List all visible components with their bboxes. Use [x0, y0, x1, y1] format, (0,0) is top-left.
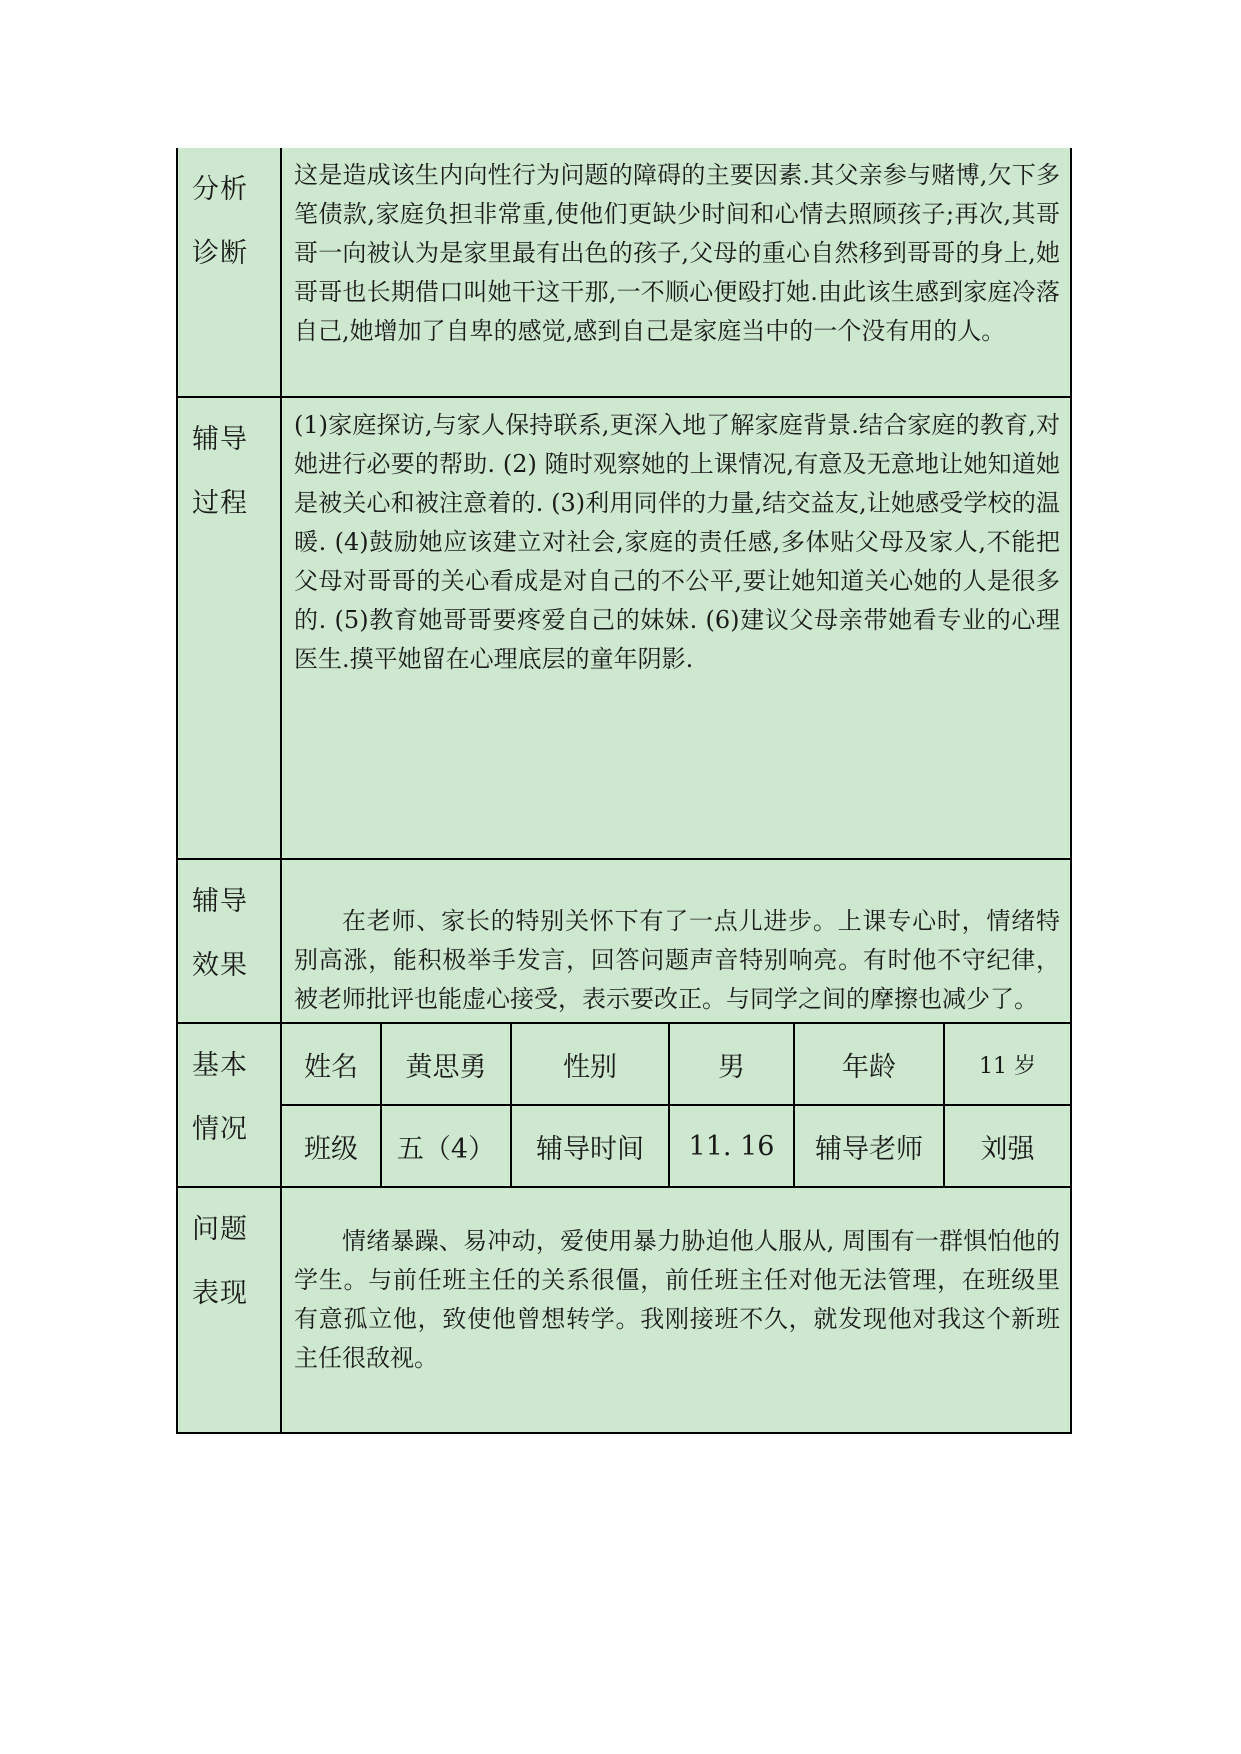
- counselor-label: 辅导老师: [795, 1106, 945, 1186]
- class-label: 班级: [282, 1106, 382, 1186]
- name-label: 姓名: [282, 1024, 382, 1104]
- effect-content: 在老师、家长的特别关怀下有了一点儿进步。上课专心时，情绪特别高涨，能积极举手发言，回答问题声音特别响亮。有时他不守纪律，被老师批评也能虚心接受，表示要改正。与同学之间的摩擦也减少了。: [294, 907, 1060, 1013]
- age-label: 年龄: [795, 1024, 945, 1104]
- age-value: 11 岁: [979, 1053, 1036, 1079]
- process-label: 辅导 过程: [178, 398, 282, 858]
- counsel-time-label: 辅导时间: [512, 1106, 670, 1186]
- problem-row: [178, 1188, 1070, 1432]
- process-row: [178, 398, 1070, 860]
- gender-label: 性别: [512, 1024, 670, 1104]
- analysis-content: 这是造成该生内向性行为问题的障碍的主要因素.其父亲参与赌博,欠下多笔债款,家庭负担非常重,使他们更缺少时间和心情去照顾孩子;再次,其哥哥一向被认为是家里最有出色的孩子,父母的重心自然移到哥哥的身上,她哥哥也长期借口叫她干这干那,一不顺心便殴打她.由此该生感到家庭冷落自己,她增加了自卑的感觉,感到自己是家庭当中的一个没有用的人。: [294, 161, 1060, 345]
- problem-label: 问题 表现: [178, 1188, 282, 1432]
- process-content: (1)家庭探访,与家人保持联系,更深入地了解家庭背景.结合家庭的教育,对她进行必要的帮助. (2) 随时观察她的上课情况,有意及无意地让她知道她是被关心和被注意着的. (3)利用同伴的力量,结交益友,让她感受学校的温暖. (4)鼓励她应该建立对社会,家庭的责任感,多体贴父母及家人,不能把父母对哥哥的关心看成是对自己的不公平,要让她知道关心她的人是很多 的. (5)教育她哥哥要疼爱自己的妹妹. (6)建议父母亲带她看专业的心理医生.摸平她留在心理底层的童年阴影.: [294, 411, 1060, 673]
- basic-info-row-1: [282, 1024, 1070, 1104]
- effect-label: 辅导 效果: [178, 860, 282, 1022]
- analysis-row: [178, 148, 1070, 398]
- basic-info-label: 基本 情况: [178, 1024, 282, 1186]
- effect-row: [178, 860, 1070, 1024]
- counselor-value: 刘强: [980, 1133, 1035, 1165]
- class-value: 五（4）: [382, 1106, 512, 1186]
- basic-info-row-2: [282, 1104, 1070, 1186]
- gender-value: 男: [670, 1024, 795, 1104]
- analysis-label: 分析 诊断: [178, 148, 282, 396]
- counseling-record-table: [176, 148, 1072, 1434]
- basic-info-grid: [282, 1024, 1070, 1186]
- counsel-time-value: 11. 16: [670, 1106, 795, 1186]
- problem-content: 情绪暴躁、易冲动，爱使用暴力胁迫他人服从, 周围有一群惧怕他的学生。与前任班主任的关系很僵，前任班主任对他无法管理，在班级里有意孤立他，致使他曾想转学。我刚接班不久，就发现他对我这个新班主任很敌视。: [294, 1227, 1060, 1372]
- basic-info-row: [178, 1024, 1070, 1188]
- name-value: 黄思勇: [382, 1024, 512, 1104]
